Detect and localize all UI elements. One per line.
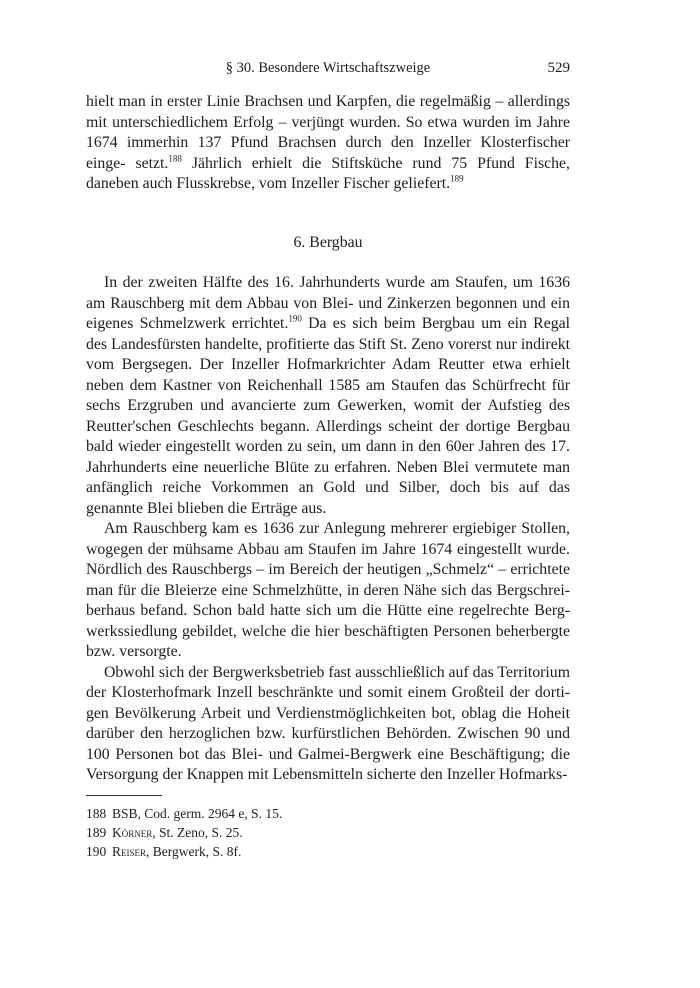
text-line: man für die Bleierze eine Schmelzhütte, in deren Nähe sich das Bergschrei- [86,581,570,599]
text-line: werkssiedlung gebildet, welche die hier beschäftigten Personen beherbergte [86,622,570,640]
text-line: Jährlich erhielt die Stiftsküche rund 75 Pfund Fische, daneben auch [86,154,570,192]
footnote-text: BSB, Cod. germ. 2964 e, S. 15. [112,806,283,821]
text-line: der Klosterhofmark Inzell beschränkte und somit einem Großteil der dorti- [86,684,570,701]
footnotes [86,804,570,861]
text-line: bzw. versorgte. [86,643,182,660]
section-heading: 6. Bergbau [293,234,363,251]
page-number: 529 [547,60,570,76]
text-line: Da es sich beim Bergbau um ein Regal des [86,315,571,353]
text-line: Reutter'schen Geschlechts begann. Allerdings scheint der dortige Bergbau [86,417,570,435]
text-line: neben dem Kastner von Reichenhall 1585 am Staufen das Schürfrecht für [86,376,570,394]
footnote-author: Reiser [112,844,147,859]
running-title: § 30. Besondere Wirtschaftszweige [225,60,431,76]
text-line: Versorgung der Knappen mit Lebensmitteln sicherte den Inzeller Hofmarks- [86,766,568,783]
text-line: Obwohl sich der Bergwerksbetrieb fast ausschließlich auf das Territorium [104,663,570,681]
footnote-189 [86,823,570,842]
footnote-190 [86,842,570,861]
text-line: 100 Personen bot das Blei- und Galmei-Bergwerk eine Beschäftigung; die [86,745,570,763]
text-line: 17. Jahrhunderts eine neuerliche Blüte zu erfahren. Neben Blei vermutete [86,438,570,476]
text-line: mit unterschiedlichem Erfolg – verjüngt wurden. So etwa wurden im Jahre [86,113,570,131]
paragraph-1 [86,273,570,519]
text-line: vom Bergsegen. Der Inzeller Hofmarkrichter Adam Reutter etwa erhielt [86,356,570,373]
text-line: hielt man in erster Linie Brachsen und Karpfen, die regelmäßig – allerdings [86,93,570,110]
text-line: eigenes Schmelzwerk errichtet. [86,315,289,332]
footnote-divider [86,795,162,796]
paragraph-3 [86,663,570,786]
text-line: darüber den herzoglichen bzw. kurfürstlichen Behörden. Zwischen 90 und [86,725,570,742]
text-line: genannte Blei blieben die Erträge aus. [86,499,327,517]
text-line: gen Bevölkerung Arbeit und Verdienstmöglichkeiten bot, oblag die Hoheit [86,704,570,722]
running-header [86,60,570,82]
footnote-number: 188 [86,806,107,821]
text-line: Landesfürsten handelte, profitierte das Stift St. Zeno vorerst nur indirekt [111,335,570,353]
main-text [86,273,570,786]
text-line: Flusskrebse, vom Inzeller Fischer geliefert. [176,175,451,192]
text-line: man anfänglich reiche Vorkommen an Gold und Silber, doch bis auf das [86,458,571,496]
footnote-ref-188[interactable]: 188 [168,153,182,164]
paragraph-2 [86,519,570,663]
footnote-ref-189[interactable]: 189 [450,173,464,184]
text-line: berhaus befand. Schon bald hatte sich um die Hütte eine regelrechte Berg- [86,602,570,619]
text-line: setzt. [135,154,169,172]
text-line: Am Rauschberg kam es 1636 zur Anlegung mehrerer ergiebiger Stollen, [104,520,570,537]
text-line: sechs Erzgruben und avancierte zum Gewerken, womit der Aufstieg des [86,397,570,414]
text-line: In der zweiten Hälfte des 16. Jahrhunderts wurde am Staufen, um 1636 [104,274,570,291]
footnote-text: , St. Zeno, S. 25. [152,825,243,840]
footnote-number: 190 [86,844,107,859]
text-line: bald wieder eingestellt worden zu sein, um dann in den 60er Jahren des [86,438,546,455]
text-line: Nördlich des Rauschbergs – im Bereich der heutigen „Schmelz“ – errichtete [86,561,570,578]
text-line: wogegen der mühsame Abbau am Staufen im Jahre 1674 eingestellt wurde. [86,540,570,558]
top-paragraph [86,92,570,195]
text-line: am Rauschberg mit dem Abbau von Blei- und Zinkerzen begonnen und ein [86,294,570,312]
footnote-author: Körner [112,825,153,840]
footnote-number: 189 [86,825,107,840]
footnote-188 [86,804,570,823]
footnote-ref-190[interactable]: 190 [288,313,302,324]
text-line: 1674 immerhin 137 Pfund Brachsen durch den Inzeller Klosterfischer einge- [86,134,570,172]
footnote-text: , Bergwerk, S. 8f. [146,844,242,859]
